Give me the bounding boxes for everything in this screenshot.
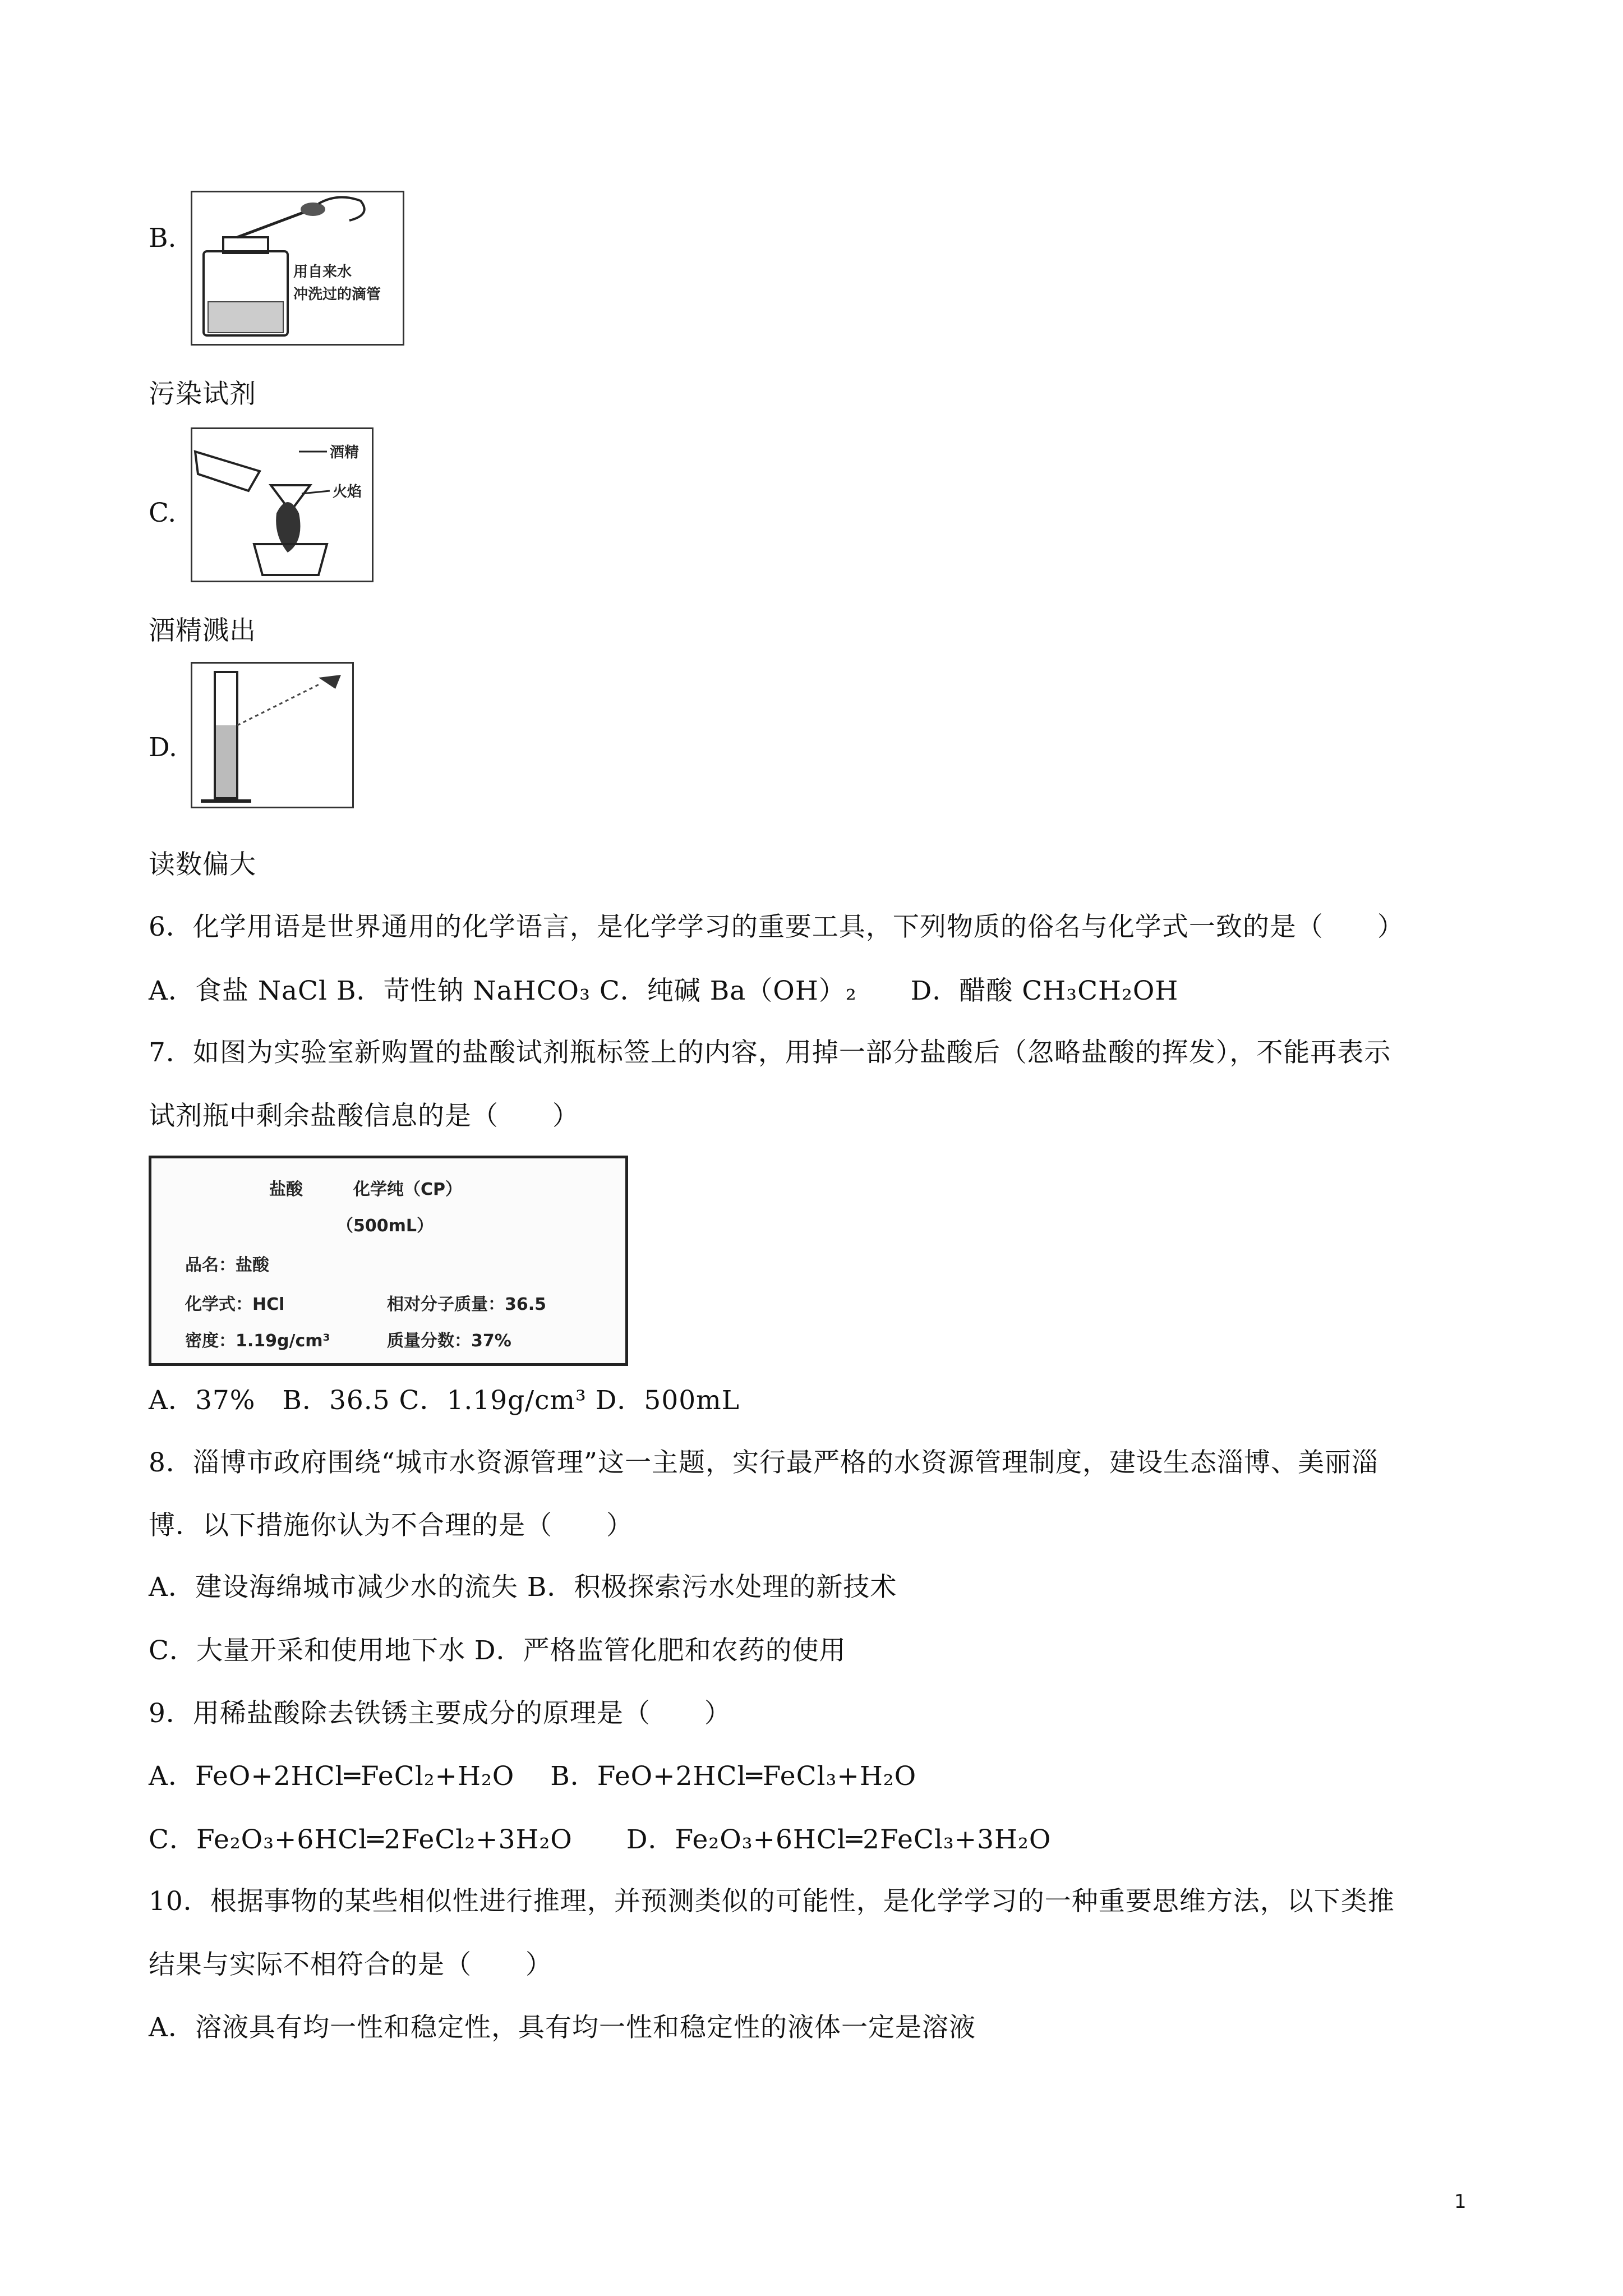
dropper-bulb — [301, 203, 325, 216]
q10-option-a: A．溶液具有均一性和稳定性，具有均一性和稳定性的液体一定是溶液 — [149, 2012, 976, 2043]
graduated-cylinder-figure — [191, 662, 354, 808]
q10-stem-2: 结果与实际不相符合的是（ ） — [149, 1949, 552, 1980]
figure-c-text-1: 酒精 — [330, 444, 359, 461]
pouring-beaker — [195, 452, 260, 491]
option-c-label: C. — [149, 498, 177, 528]
alcohol-lamp-figure — [191, 427, 374, 582]
sight-line — [237, 683, 321, 725]
hand-outline — [319, 197, 365, 220]
q8-options-1: A．建设海绵城市减少水的流失 B．积极探索污水处理的新技术 — [149, 1572, 897, 1603]
option-c-caption: 酒精溅出 — [149, 615, 256, 646]
q9-stem: 9．用稀盐酸除去铁锈主要成分的原理是（ ） — [149, 1698, 731, 1729]
q7-stem-1: 7．如图为实验室新购置的盐酸试剂瓶标签上的内容，用掉一部分盐酸后（忽略盐酸的挥发），不能再表示 — [149, 1037, 1391, 1068]
q7-stem-2: 试剂瓶中剩余盐酸信息的是（ ） — [149, 1101, 579, 1131]
q6-stem: 6．化学用语是世界通用的化学语言，是化学学习的重要工具，下列物质的俗名与化学式一致的是（ ） — [149, 912, 1404, 942]
label-molar-mass: 相对分子质量：36.5 — [387, 1295, 547, 1314]
label-name: 品名：盐酸 — [185, 1255, 269, 1275]
q9-options-1: A．FeO+2HCl═FeCl₂+H₂O B．FeO+2HCl═FeCl₃+H₂O — [149, 1761, 917, 1792]
dropper-tube — [237, 212, 305, 237]
q8-stem-2: 博．以下措施你认为不合理的是（ ） — [149, 1510, 633, 1541]
page-number: 1 — [1454, 2191, 1467, 2213]
eye-icon — [319, 675, 341, 689]
label-title-right: 化学纯（CP） — [353, 1180, 463, 1199]
option-b-label: B. — [149, 223, 177, 254]
reagent-label-card — [149, 1156, 628, 1366]
option-d-caption: 读数偏大 — [149, 849, 256, 880]
q8-options-2: C．大量开采和使用地下水 D．严格监管化肥和农药的使用 — [149, 1635, 846, 1666]
q10-stem-1: 10．根据事物的某些相似性进行推理，并预测类似的可能性，是化学学习的一种重要思维方法，以下类推 — [149, 1886, 1395, 1917]
label-title-left: 盐酸 — [269, 1180, 303, 1199]
cylinder-liquid — [216, 725, 236, 797]
figure-b-text-2: 冲洗过的滴管 — [293, 286, 381, 303]
q9-options-2: C．Fe₂O₃+6HCl═2FeCl₂+3H₂O D．Fe₂O₃+6HCl═2FeCl₃+3H₂O — [149, 1824, 1052, 1855]
dropper-bottle-figure — [191, 191, 404, 346]
label-formula: 化学式：HCl — [185, 1295, 285, 1314]
bottle-liquid — [208, 302, 283, 333]
figure-b-text-1: 用自来水 — [293, 264, 352, 280]
option-d-label: D. — [149, 732, 177, 763]
label-mass-fraction: 质量分数：37% — [387, 1331, 511, 1351]
option-b-caption: 污染试剂 — [149, 379, 256, 409]
label-density: 密度：1.19g/cm³ — [185, 1331, 330, 1351]
q7-options: A．37% B．36.5 C．1.19g/cm³ D．500mL — [149, 1385, 740, 1416]
label-volume: （500mL） — [336, 1216, 434, 1236]
figure-c-text-2: 火焰 — [333, 484, 362, 500]
q8-stem-1: 8．淄博市政府围绕“城市水资源管理”这一主题，实行最严格的水资源管理制度，建设生态淄博、美丽淄 — [149, 1447, 1378, 1478]
q6-options: A．食盐 NaCl B．苛性钠 NaHCO₃ C．纯碱 Ba（OH）₂ D．醋酸 CH₃CH₂OH — [149, 976, 1179, 1006]
